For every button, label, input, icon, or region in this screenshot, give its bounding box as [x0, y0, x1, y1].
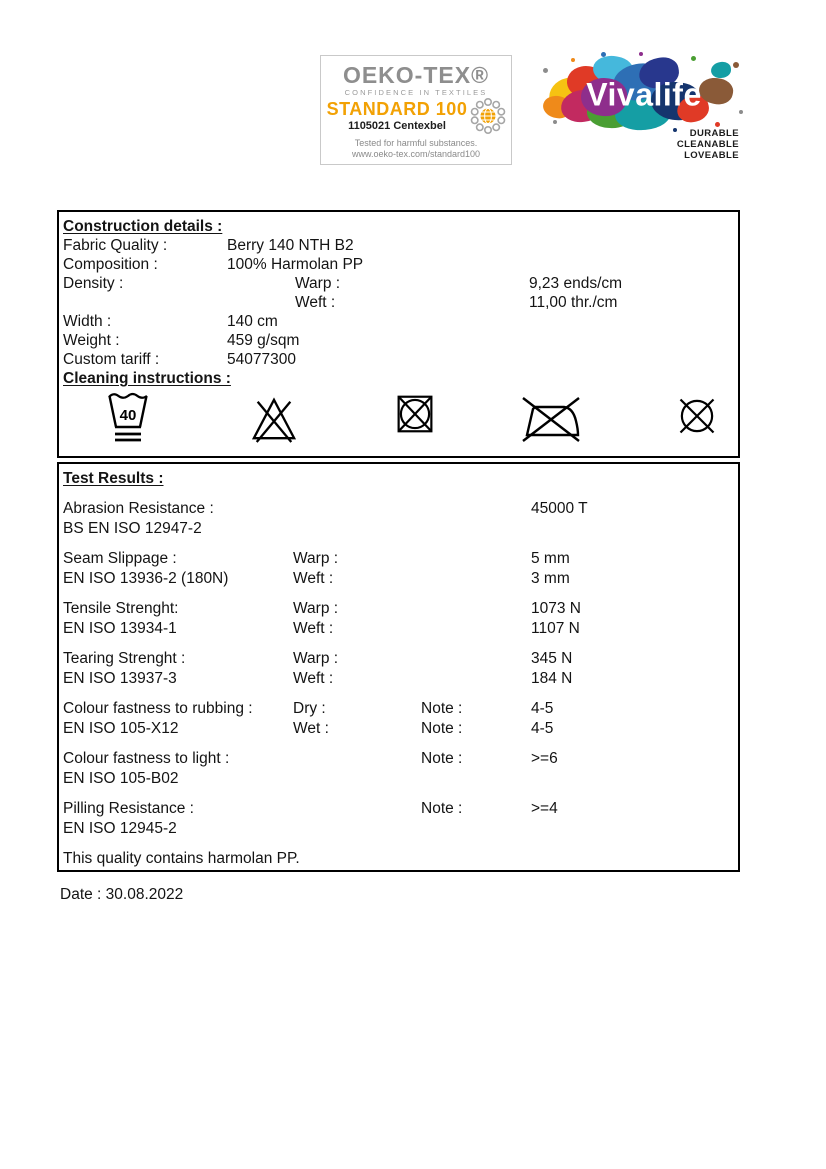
row-sublabel: Warp :	[295, 275, 341, 292]
row-label: Fabric Quality :	[63, 237, 168, 254]
construction-row-weight	[63, 331, 730, 350]
test-results-section	[57, 462, 740, 872]
test-note-label	[421, 599, 531, 619]
test-sublabel	[293, 799, 421, 819]
row-label: Weight :	[63, 332, 120, 349]
test-sublabel: Weft :	[293, 669, 334, 687]
test-note-label	[421, 519, 531, 539]
test-value: >=4	[531, 800, 558, 817]
test-sublabel	[293, 499, 421, 519]
do-not-bleach-icon	[250, 394, 298, 444]
row-value: 100% Harmolan PP	[227, 256, 364, 273]
vivalife-paint-splash	[543, 52, 745, 138]
test-sublabel	[293, 819, 421, 839]
test-group-tensile-strength	[63, 599, 730, 638]
quality-footnote: This quality contains harmolan PP.	[63, 850, 300, 867]
test-group-tearing-strength	[63, 649, 730, 688]
test-value: 4-5	[531, 719, 554, 737]
test-group-colour-fastness-light	[63, 749, 730, 788]
test-name: Pilling Resistance :	[63, 800, 194, 817]
do-not-dry-clean-icon	[675, 394, 719, 438]
oekotex-tested-text: Tested for harmful substances.	[354, 138, 478, 148]
test-note-label	[421, 669, 531, 689]
test-standard: EN ISO 13937-3	[63, 669, 177, 687]
test-sublabel	[293, 749, 421, 769]
test-name: Colour fastness to rubbing :	[63, 700, 253, 717]
row-label	[63, 293, 227, 312]
test-value: 184 N	[531, 669, 573, 687]
test-value: 1073 N	[531, 600, 581, 617]
vivalife-logo	[543, 52, 745, 164]
test-note-label	[421, 549, 531, 569]
test-note-label: Note :	[421, 800, 463, 817]
test-group-seam-slippage	[63, 549, 730, 588]
construction-row-density-warp	[63, 274, 730, 293]
care-symbols-row	[63, 388, 730, 452]
row-value: 9,23 ends/cm	[529, 275, 623, 292]
test-group-pilling-resistance	[63, 799, 730, 838]
vivalife-tagline-loveable: LOVEABLE	[684, 150, 739, 161]
test-sublabel: Weft :	[293, 619, 334, 637]
construction-row-width	[63, 312, 730, 331]
test-sublabel: Warp :	[293, 650, 339, 667]
construction-row-composition	[63, 255, 730, 274]
row-label: Width :	[63, 313, 112, 330]
construction-details-title: Construction details :	[63, 218, 223, 235]
construction-row-custom-tariff	[63, 350, 730, 369]
test-note-label	[421, 569, 531, 589]
row-value: 140 cm	[227, 313, 278, 330]
test-sublabel: Warp :	[293, 550, 339, 567]
test-note-label	[421, 499, 531, 519]
date-line	[60, 886, 183, 904]
test-value: 5 mm	[531, 550, 570, 567]
test-note-label: Note :	[421, 700, 463, 717]
test-name: Colour fastness to light :	[63, 750, 230, 767]
vivalife-taglines	[677, 128, 739, 161]
oekotex-url: www.oeko-tex.com/standard100	[351, 149, 481, 159]
oekotex-brand: OEKO-TEX®	[342, 62, 490, 88]
test-sublabel	[293, 769, 421, 789]
test-name: Seam Slippage :	[63, 550, 177, 567]
test-value	[531, 819, 730, 839]
test-sublabel: Weft :	[293, 569, 334, 587]
test-group-abrasion-resistance	[63, 499, 730, 538]
row-label: Composition :	[63, 256, 158, 273]
test-name: Abrasion Resistance :	[63, 500, 214, 517]
cleaning-instructions-title: Cleaning instructions :	[63, 370, 231, 387]
test-sublabel	[293, 519, 421, 539]
date-value: 30.08.2022	[105, 886, 184, 903]
test-standard: EN ISO 13934-1	[63, 619, 177, 637]
test-value	[531, 519, 730, 539]
oekotex-certificate-number: 1105021 Centexbel	[348, 120, 446, 132]
test-note-label	[421, 649, 531, 669]
construction-row-density-weft	[63, 293, 730, 312]
vivalife-tagline-durable: DURABLE	[689, 128, 739, 139]
vivalife-tagline-cleanable: CLEANABLE	[676, 139, 739, 150]
test-value: 3 mm	[531, 569, 570, 587]
do-not-tumble-dry-icon	[395, 393, 435, 435]
test-note-label	[421, 819, 531, 839]
do-not-iron-icon	[520, 395, 582, 443]
machine-wash-40-icon	[105, 389, 151, 445]
row-value: Berry 140 NTH B2	[227, 237, 354, 254]
row-label: Density :	[63, 275, 124, 292]
row-value: 54077300	[227, 351, 296, 368]
row-label: Custom tariff :	[63, 351, 160, 368]
test-sublabel: Wet :	[293, 719, 329, 737]
date-label: Date :	[60, 886, 102, 903]
test-note-label: Note :	[421, 750, 463, 767]
vivalife-wordmark: Vivalife	[586, 76, 702, 113]
test-group-colour-fastness-rubbing	[63, 699, 730, 738]
construction-details-section	[57, 210, 740, 458]
test-standard: EN ISO 105-X12	[63, 719, 179, 737]
oekotex-standard: STANDARD 100	[326, 99, 468, 119]
row-sublabel: Weft :	[295, 294, 336, 311]
test-value	[531, 769, 730, 789]
wash-temperature: 40	[119, 407, 137, 424]
test-standard: EN ISO 12945-2	[63, 819, 177, 837]
test-value: >=6	[531, 750, 558, 767]
oekotex-tagline: CONFIDENCE IN TEXTILES	[344, 88, 488, 97]
test-note-label	[421, 619, 531, 639]
test-value: 4-5	[531, 700, 554, 717]
test-name: Tensile Strenght:	[63, 600, 179, 617]
test-value: 1107 N	[531, 619, 580, 637]
test-standard: EN ISO 105-B02	[63, 769, 179, 787]
test-standard: BS EN ISO 12947-2	[63, 519, 202, 537]
oekotex-label	[320, 55, 512, 165]
test-note-label: Note :	[421, 719, 463, 737]
test-results-title: Test Results :	[63, 470, 164, 487]
test-value: 345 N	[531, 650, 573, 667]
test-sublabel: Dry :	[293, 700, 326, 717]
oekotex-flower-icon	[468, 96, 508, 136]
test-standard: EN ISO 13936-2 (180N)	[63, 569, 229, 587]
row-value: 11,00 thr./cm	[529, 294, 618, 311]
row-value: 459 g/sqm	[227, 332, 300, 349]
test-note-label	[421, 769, 531, 789]
test-name: Tearing Strenght :	[63, 650, 186, 667]
construction-row-fabric-quality	[63, 236, 730, 255]
test-sublabel: Warp :	[293, 600, 339, 617]
test-value: 45000 T	[531, 500, 588, 517]
